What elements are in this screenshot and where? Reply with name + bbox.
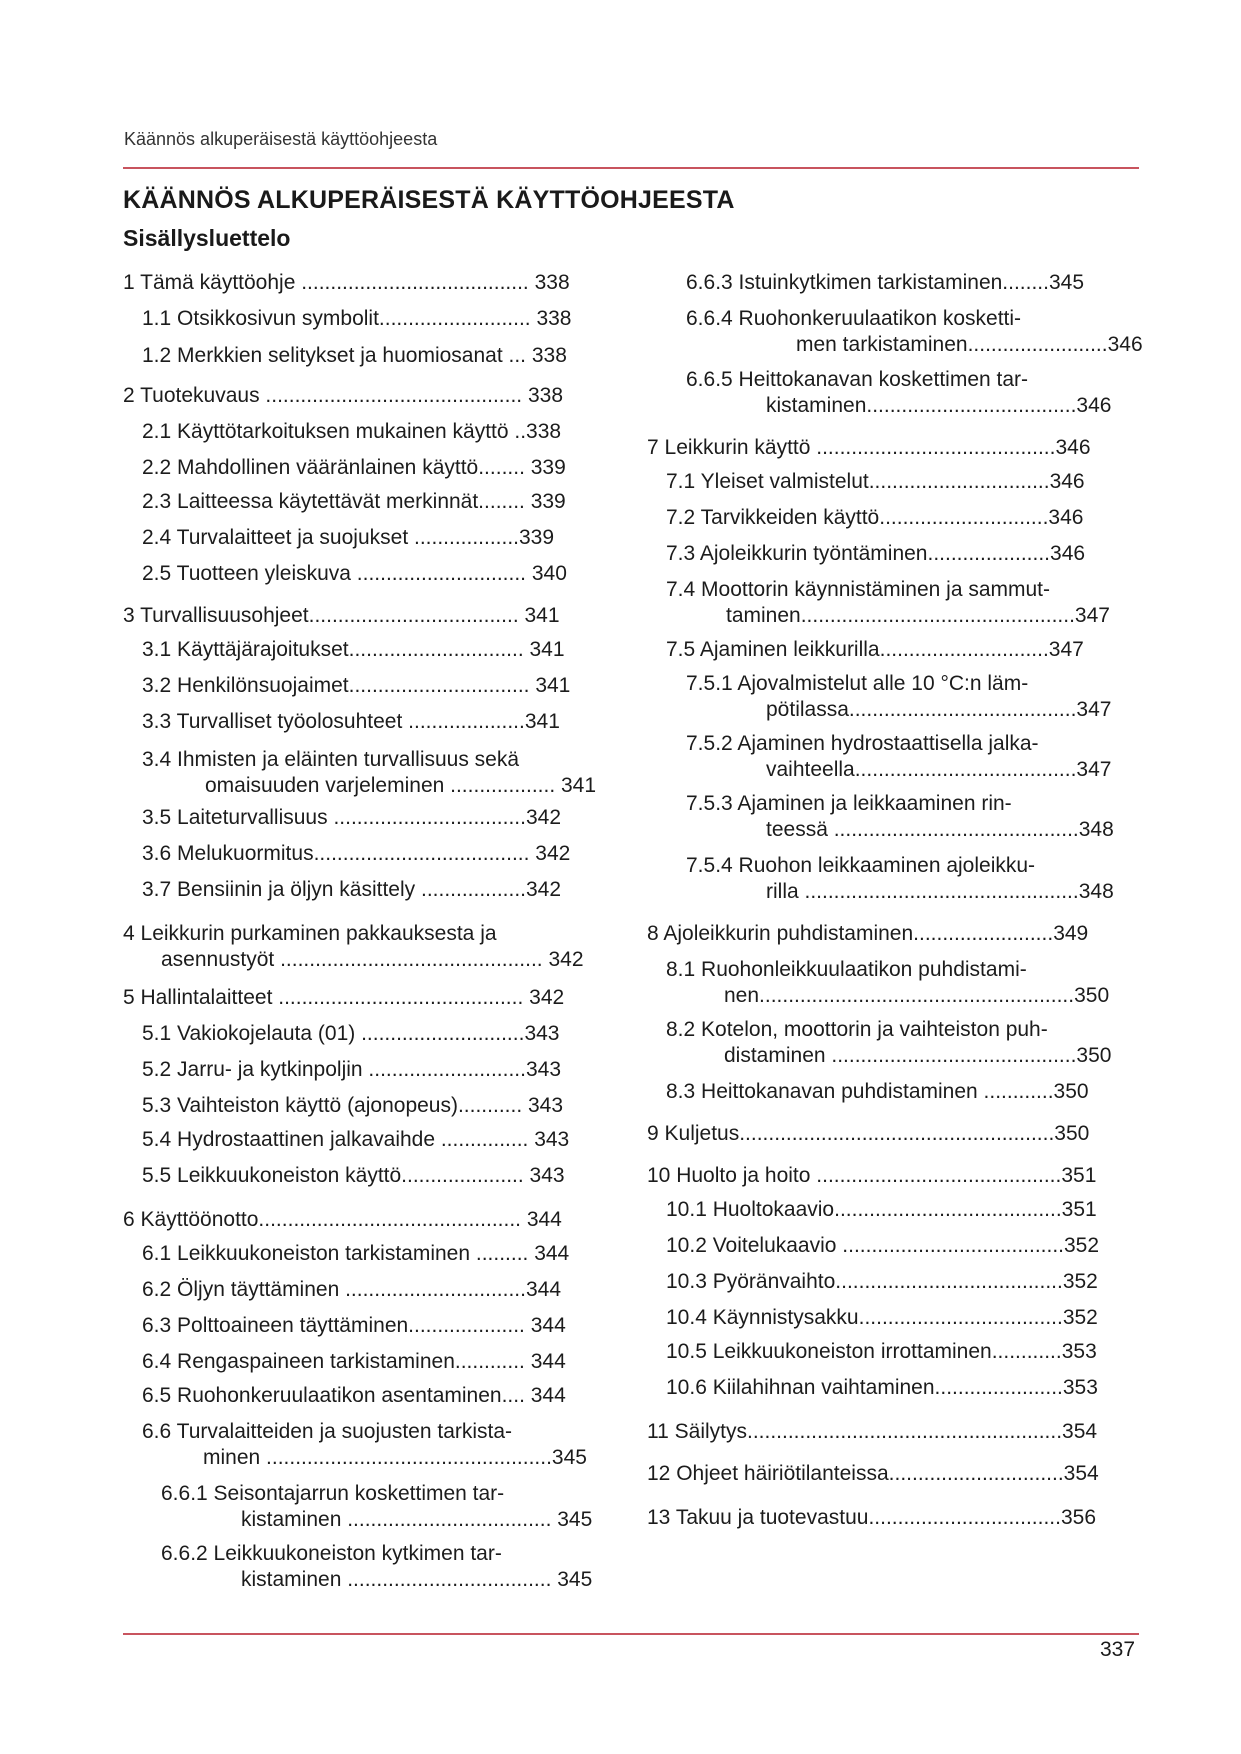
toc-entry[interactable]: 2.5 Tuotteen yleiskuva ............................. 340 [142,562,567,585]
toc-entry[interactable]: 6.6.4 Ruohonkeruulaatikon kosketti- men tarkistaminen........................346 [686,307,1143,356]
toc-entry[interactable]: 3.3 Turvalliset työolosuhteet ....................341 [142,710,560,733]
toc-entry[interactable]: 5.4 Hydrostaattinen jalkavaihde ............... 343 [142,1128,570,1151]
toc-entry[interactable]: 6.5 Ruohonkeruulaatikon asentaminen.... 344 [142,1384,566,1407]
toc-heading: Sisällysluettelo [123,225,291,251]
toc-entry[interactable]: 2.2 Mahdollinen vääränlainen käyttö........ 339 [142,456,566,479]
toc-entry[interactable]: 6 Käyttöönotto............................................. 344 [123,1208,562,1231]
toc-entry[interactable]: 3.2 Henkilönsuojaimet............................... 341 [142,674,571,697]
header-rule [123,167,1139,169]
toc-entry[interactable]: 6.2 Öljyn täyttäminen ...............................344 [142,1278,562,1301]
toc-entry[interactable]: 8.3 Heittokanavan puhdistaminen ............350 [666,1080,1089,1103]
toc-entry[interactable]: 5.2 Jarru- ja kytkinpoljin ...........................343 [142,1058,561,1081]
toc-entry[interactable]: 3.4 Ihmisten ja eläinten turvallisuus sekä omaisuuden varjeleminen .................. 341 [142,748,597,797]
toc-entry[interactable]: 10.3 Pyöränvaihto.......................................352 [666,1270,1098,1293]
toc-entry[interactable]: 6.3 Polttoaineen täyttäminen.................... 344 [142,1314,566,1337]
toc-entry[interactable]: 7.2 Tarvikkeiden käyttö.............................346 [666,506,1084,529]
toc-entry[interactable]: 3 Turvallisuusohjeet.................................... 341 [123,604,560,627]
toc-entry[interactable]: 12 Ohjeet häiriötilanteissa..............................354 [647,1462,1099,1485]
toc-entry[interactable]: 1.2 Merkkien selitykset ja huomiosanat ... 338 [142,344,567,367]
toc-entry[interactable]: 7.5 Ajaminen leikkurilla.............................347 [666,638,1084,661]
running-header: Käännös alkuperäisestä käyttöohjeesta [124,129,438,149]
toc-entry[interactable]: 6.6.1 Seisontajarrun koskettimen tar- kistaminen ................................... 345 [161,1482,593,1531]
toc-entry[interactable]: 2 Tuotekuvaus ............................................ 338 [123,384,564,407]
toc-entry[interactable]: 6.6 Turvalaitteiden ja suojusten tarkista- minen .................................................345 [142,1420,587,1469]
toc-entry[interactable]: 8.1 Ruohonleikkuulaatikon puhdistami- nen......................................................350 [666,958,1110,1007]
toc-entry[interactable]: 7 Leikkurin käyttö .........................................346 [647,436,1091,459]
toc-entry[interactable]: 7.1 Yleiset valmistelut...............................346 [666,470,1085,493]
toc-entry[interactable]: 5.3 Vaihteiston käyttö (ajonopeus)........... 343 [142,1094,564,1117]
toc-entry[interactable]: 7.4 Moottorin käynnistäminen ja sammut- taminen...............................................347 [666,578,1110,627]
toc-entry[interactable]: 6.1 Leikkuukoneiston tarkistaminen ......... 344 [142,1242,570,1265]
toc-entry[interactable]: 10.4 Käynnistysakku...................................352 [666,1306,1098,1329]
toc-entry[interactable]: 11 Säilytys......................................................354 [647,1420,1098,1443]
toc-entry[interactable]: 10 Huolto ja hoito ..........................................351 [647,1164,1097,1187]
toc-entry[interactable]: 10.2 Voitelukaavio ......................................352 [666,1234,1100,1257]
toc-entry[interactable]: 6.4 Rengaspaineen tarkistaminen............ 344 [142,1350,566,1373]
toc-entry[interactable]: 3.6 Melukuormitus..................................... 342 [142,842,571,865]
toc-entry[interactable]: 7.5.2 Ajaminen hydrostaattisella jalka- vaihteella......................................347 [686,732,1112,781]
toc-entry[interactable]: 2.4 Turvalaitteet ja suojukset ..................339 [142,526,555,549]
toc-entry[interactable]: 6.6.3 Istuinkytkimen tarkistaminen........345 [686,271,1085,294]
toc-entry[interactable]: 4 Leikkurin purkaminen pakkauksesta ja asennustyöt ............................................. 342 [123,922,584,971]
toc-entry[interactable]: 3.1 Käyttäjärajoitukset.............................. 341 [142,638,565,661]
toc-entry[interactable]: 5.1 Vakiokojelauta (01) ............................343 [142,1022,560,1045]
toc-entry[interactable]: 7.5.1 Ajovalmistelut alle 10 °C:n läm- pötilassa.......................................347 [686,672,1112,721]
toc-entry[interactable]: 6.6.5 Heittokanavan koskettimen tar- kistaminen....................................346 [686,368,1112,417]
toc-entry[interactable]: 3.7 Bensiinin ja öljyn käsittely ..................342 [142,878,562,901]
toc-entry[interactable]: 5 Hallintalaitteet .......................................... 342 [123,986,565,1009]
toc-entry[interactable]: 9 Kuljetus......................................................350 [647,1122,1090,1145]
toc-entry[interactable]: 10.5 Leikkuukoneiston irrottaminen............353 [666,1340,1097,1363]
toc-entry[interactable]: 10.6 Kiilahihnan vaihtaminen......................353 [666,1376,1098,1399]
toc-entry[interactable]: 13 Takuu ja tuotevastuu.................................356 [647,1506,1097,1529]
toc-entry[interactable]: 2.3 Laitteessa käytettävät merkinnät........ 339 [142,490,566,513]
toc-entry[interactable]: 8 Ajoleikkurin puhdistaminen........................349 [647,922,1089,945]
footer-rule [123,1633,1139,1635]
toc-entry[interactable]: 5.5 Leikkuukoneiston käyttö..................... 343 [142,1164,565,1187]
toc-entry[interactable]: 8.2 Kotelon, moottorin ja vaihteiston puh- distaminen ..........................................350 [666,1018,1112,1067]
toc-entry[interactable]: 1.1 Otsikkosivun symbolit.......................... 338 [142,307,572,330]
document-title: KÄÄNNÖS ALKUPERÄISESTÄ KÄYTTÖOHJEESTA [123,186,735,214]
toc-entry[interactable]: 1 Tämä käyttöohje ....................................... 338 [123,271,570,294]
toc-entry[interactable]: 2.1 Käyttötarkoituksen mukainen käyttö ..338 [142,420,562,443]
page-number: 337 [1100,1638,1136,1661]
toc-entry[interactable]: 7.5.4 Ruohon leikkaaminen ajoleikku- rilla ...............................................348 [686,854,1114,903]
toc-entry[interactable]: 7.3 Ajoleikkurin työntäminen.....................346 [666,542,1086,565]
toc-entry[interactable]: 6.6.2 Leikkuukoneiston kytkimen tar- kistaminen ................................... 345 [161,1542,593,1591]
toc-entry[interactable]: 10.1 Huoltokaavio.......................................351 [666,1198,1097,1221]
toc-entry[interactable]: 3.5 Laiteturvallisuus .................................342 [142,806,562,829]
toc-entry[interactable]: 7.5.3 Ajaminen ja leikkaaminen rin- teessä ..........................................348 [686,792,1114,841]
